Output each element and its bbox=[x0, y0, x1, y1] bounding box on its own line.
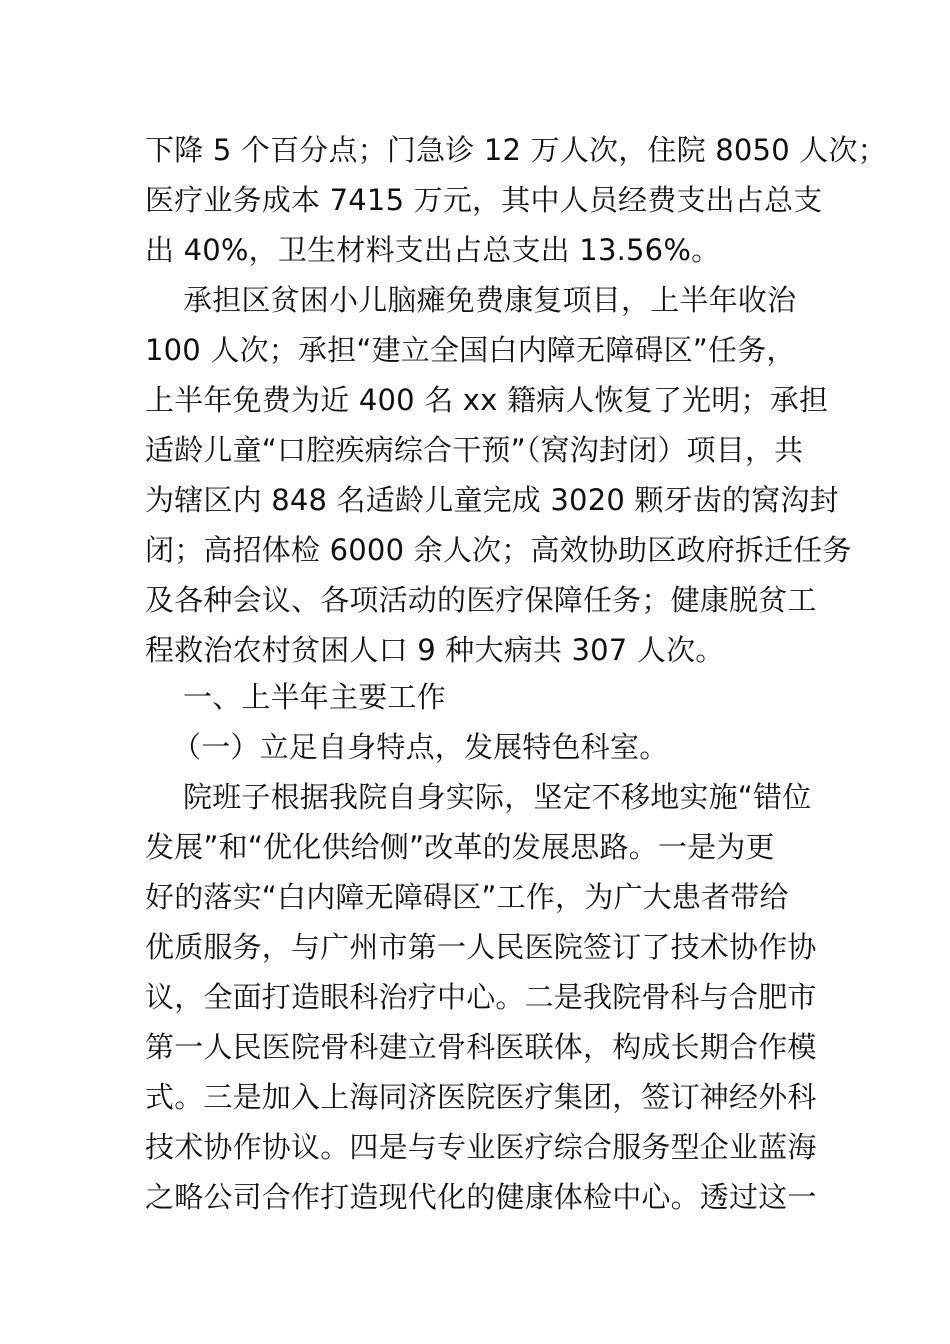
text-line: 下降 5 个百分点；门急诊 12 万人次，住院 8050 人次； bbox=[145, 133, 887, 167]
text-line: 上半年免费为近 400 名 xx 籍病人恢复了光明；承担 bbox=[145, 383, 829, 417]
text-line: 出 40%，卫生材料支出占总支出 13.56%。 bbox=[145, 233, 721, 267]
text-line: 为辖区内 848 名适龄儿童完成 3020 颗牙齿的窝沟封 bbox=[145, 483, 839, 517]
text-line: 优质服务，与广州市第一人民医院签订了技术协作协 bbox=[145, 930, 817, 964]
text-line: 之略公司合作打造现代化的健康体检中心。透过这一 bbox=[145, 1180, 817, 1214]
text-line: 程救治农村贫困人口 9 种大病共 307 人次。 bbox=[145, 633, 725, 667]
text-line: 议，全面打造眼科治疗中心。二是我院骨科与合肥市 bbox=[145, 980, 817, 1014]
text-line: 适龄儿童“口腔疾病综合干预”（窝沟封闭）项目，共 bbox=[145, 433, 804, 467]
text-line: 100 人次；承担“建立全国白内障无障碍区”任务， bbox=[145, 333, 796, 367]
paragraph-first-line: 承担区贫困小儿脑瘫免费康复项目，上半年收治 bbox=[183, 283, 797, 317]
section-heading: 一、上半年主要工作 bbox=[183, 680, 446, 714]
subsection-heading: （一）立足自身特点，发展特色科室。 bbox=[172, 730, 669, 764]
paragraph-first-line: 院班子根据我院自身实际，坚定不移地实施“错位 bbox=[183, 780, 812, 814]
text-line: 第一人民医院骨科建立骨科医联体，构成长期合作模 bbox=[145, 1030, 817, 1064]
text-line: 医疗业务成本 7415 万元，其中人员经费支出占总支 bbox=[145, 183, 823, 217]
text-line: 技术协作协议。四是与专业医疗综合服务型企业蓝海 bbox=[145, 1130, 817, 1164]
text-line: 好的落实“白内障无障碍区”工作，为广大患者带给 bbox=[145, 880, 789, 914]
text-line: 及各种会议、各项活动的医疗保障任务；健康脱贫工 bbox=[145, 583, 817, 617]
text-line: 闭；高招体检 6000 余人次；高效协助区政府拆迁任务 bbox=[145, 533, 852, 567]
text-line: 式。三是加入上海同济医院医疗集团，签订神经外科 bbox=[145, 1080, 817, 1114]
text-line: 发展”和“优化供给侧”改革的发展思路。一是为更 bbox=[145, 830, 775, 864]
